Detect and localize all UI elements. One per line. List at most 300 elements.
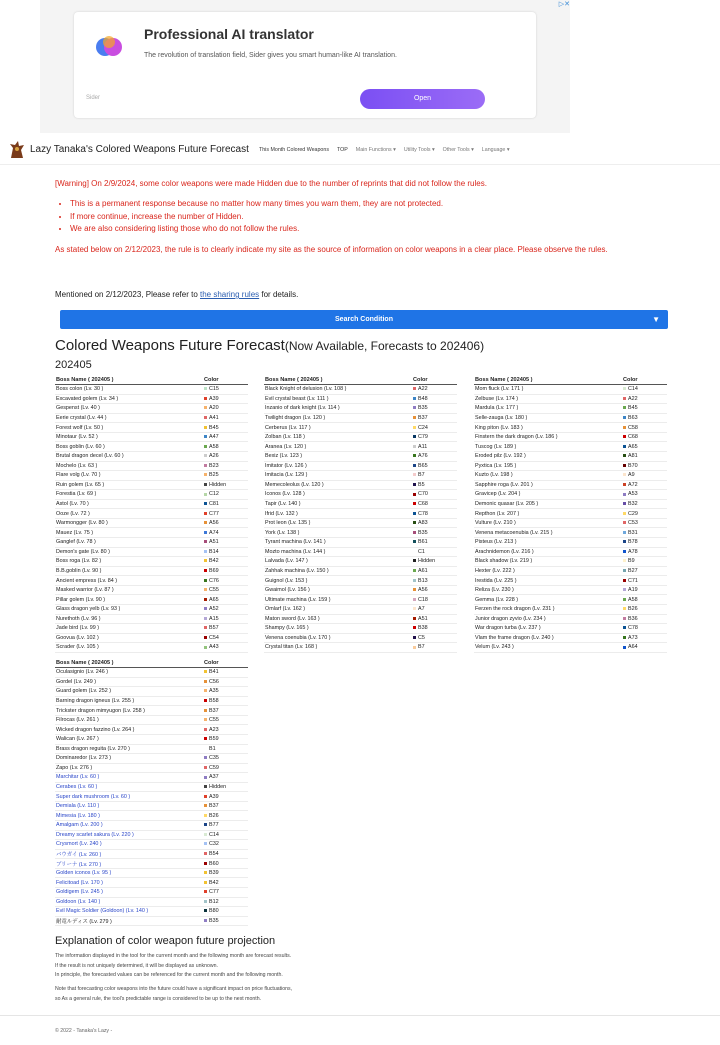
weapon-color: [412, 511, 457, 517]
explanation-title: Explanation of color weapon future projection: [55, 935, 276, 947]
color-code: B1: [209, 745, 216, 752]
color-swatch-icon: [413, 626, 416, 629]
weapon-color: [622, 644, 667, 650]
color-swatch-icon: [413, 493, 416, 496]
weapon-color: [412, 578, 457, 584]
ad-subtitle: The revolution of translation field, Sider gives you smart human-like AI translation.: [144, 52, 397, 59]
weapon-color: [203, 708, 248, 714]
sharing-rules-link[interactable]: the sharing rules: [200, 290, 260, 299]
weapon-color: [412, 616, 457, 622]
table-row: [55, 917, 248, 927]
table-row: [55, 586, 248, 596]
boss-name: Tyrant machina (Lv. 141 ): [265, 539, 326, 546]
color-swatch-icon: [204, 919, 207, 922]
table-row: [474, 414, 667, 424]
table-row: [55, 548, 248, 558]
weapon-color: [622, 444, 667, 450]
table-row: [474, 395, 667, 405]
weapon-color: [412, 587, 457, 593]
color-code: A58: [628, 596, 638, 603]
boss-name: Imitacia (Lv. 129 ): [265, 472, 308, 479]
boss-name: Bexiz (Lv. 123 ): [265, 453, 303, 460]
color-code: C1: [418, 548, 425, 555]
color-swatch-icon: [204, 795, 207, 798]
color-swatch-icon: [623, 559, 626, 562]
color-code: A78: [628, 548, 638, 555]
weapon-color: [412, 606, 457, 612]
color-swatch-icon: [204, 699, 207, 702]
table-row: [264, 634, 457, 644]
color-swatch-icon: [204, 756, 207, 759]
color-swatch-icon: [204, 569, 207, 572]
weapon-color: [203, 405, 248, 411]
color-swatch-icon: [623, 406, 626, 409]
table-row: [55, 687, 248, 697]
boss-name: Gordel (Lv. 249 ): [56, 678, 97, 685]
table-header: [55, 659, 248, 668]
color-swatch-icon: [413, 550, 416, 553]
nav-language[interactable]: Language ▾: [481, 147, 510, 153]
color-swatch-icon: [204, 709, 207, 712]
table-row: [55, 821, 248, 831]
boss-name: Memecoleolus (Lv. 120 ): [265, 481, 324, 488]
color-swatch-icon: [204, 909, 207, 912]
table-row: [55, 898, 248, 908]
dragon-logo-icon[interactable]: [8, 140, 26, 160]
boss-name: Prot leon (Lv. 135 ): [265, 520, 311, 527]
weapon-color: [203, 520, 248, 526]
table-row: [264, 433, 457, 443]
boss-name: Glass dragon yelb (Lv. 93 ): [56, 606, 121, 613]
boss-name: Barning dragon igneus (Lv. 255 ): [56, 697, 135, 704]
color-code: A41: [209, 414, 219, 421]
site-brand[interactable]: Lazy Tanaka's Colored Weapons Future Forecast: [30, 144, 249, 155]
weapon-color: [203, 889, 248, 895]
color-swatch-icon: [204, 454, 207, 457]
boss-name: Ruin golem (Lv. 65 ): [56, 481, 105, 488]
color-swatch-icon: [204, 426, 207, 429]
boss-name: Minotaur (Lv. 52 ): [56, 434, 98, 441]
table-row: [264, 519, 457, 529]
weapon-color: [412, 386, 457, 392]
table-row: [55, 678, 248, 688]
weapon-color: [622, 386, 667, 392]
boss-name: Warmongger (Lv. 80 ): [56, 520, 108, 527]
color-swatch-icon: [623, 607, 626, 610]
boss-name[interactable]: Mimesia (Lv. 180 ): [56, 812, 100, 819]
table-row: [474, 548, 667, 558]
boss-name[interactable]: ブリーナ (Lv. 270 ): [56, 861, 102, 868]
boss-name: Cerberus (Lv. 117 ): [265, 424, 311, 431]
boss-name: Forest wolf (Lv. 50 ): [56, 424, 104, 431]
advertisement[interactable]: [40, 0, 570, 133]
color-code: A72: [628, 481, 638, 488]
boss-name: Reliza (Lv. 230 ): [475, 587, 514, 594]
color-swatch-icon: [413, 464, 416, 467]
color-code: A76: [418, 453, 428, 460]
boss-name[interactable]: Cerabes (Lv. 60 ): [56, 784, 98, 791]
color-code: C5: [418, 634, 425, 641]
color-swatch-icon: [623, 426, 626, 429]
table-row: [55, 414, 248, 424]
color-code: C78: [628, 625, 638, 632]
boss-name: Goovua (Lv. 102 ): [56, 634, 99, 641]
boss-name: Evil crystal beast (Lv. 111 ): [265, 395, 329, 402]
color-code: B13: [418, 577, 428, 584]
table-row: [474, 605, 667, 615]
color-code: B54: [209, 850, 219, 857]
boss-name[interactable]: Dreamy scarlet sakura (Lv. 220 ): [56, 831, 134, 838]
color-swatch-icon: [413, 521, 416, 524]
table-row: [264, 615, 457, 625]
weapon-color: [412, 396, 457, 402]
color-code: B80: [209, 908, 219, 915]
weapon-color: [622, 501, 667, 507]
ad-sponsor: Sider: [86, 95, 101, 101]
table-row: [55, 668, 248, 678]
boss-name[interactable]: Demiala (Lv. 110 ): [56, 803, 100, 810]
color-code: A37: [209, 774, 219, 781]
page-title: [55, 337, 484, 354]
table-row: [264, 442, 457, 452]
color-swatch-icon: [413, 397, 416, 400]
color-code: A19: [628, 587, 638, 594]
ad-title[interactable]: Professional AI translator: [144, 26, 314, 42]
color-code: B31: [628, 529, 638, 536]
mention-line: [55, 290, 298, 299]
weapon-color: [203, 511, 248, 517]
boss-name: Maton sword (Lv. 163 ): [265, 615, 320, 622]
explanation-paragraph-1: [55, 952, 291, 981]
color-code: B60: [209, 860, 219, 867]
color-code: C78: [418, 510, 428, 517]
table-row: [55, 404, 248, 414]
caret-down-icon: ▼: [652, 315, 660, 324]
table-row: [474, 500, 667, 510]
table-row: [474, 557, 667, 567]
table-row: [55, 471, 248, 481]
weapon-color: [622, 597, 667, 603]
nav-other-tools[interactable]: Other Tools ▾: [442, 147, 474, 153]
color-code: C55: [209, 587, 219, 594]
boss-name[interactable]: Amalgam (Lv. 200 ): [56, 822, 103, 829]
table-row: [264, 586, 457, 596]
boss-name: Ultimate machina (Lv. 159 ): [265, 596, 331, 603]
color-code: C53: [628, 520, 638, 527]
weapon-color: [622, 520, 667, 526]
table-row: [55, 802, 248, 812]
weapon-color: [622, 472, 667, 478]
color-swatch-icon: [623, 416, 626, 419]
color-swatch-icon: [204, 521, 207, 524]
nav-main-functions[interactable]: Main Functions ▾: [355, 147, 396, 153]
color-swatch-icon: [204, 502, 207, 505]
color-code: C68: [418, 501, 428, 508]
color-swatch-icon: [204, 881, 207, 884]
weapon-color: [203, 669, 248, 675]
color-swatch-icon: [204, 737, 207, 740]
table-row: [55, 481, 248, 491]
nav-this-month[interactable]: This Month Colored Weapons: [259, 147, 329, 153]
color-swatch-icon: [623, 579, 626, 582]
table-row: [474, 586, 667, 596]
color-code: C35: [209, 755, 219, 762]
weapon-color: [203, 822, 248, 828]
boss-name: Gravicep (Lv. 204 ): [475, 491, 521, 498]
weapon-color: [203, 717, 248, 723]
warning-rule: As stated below on 2/12/2023, the rule is to clearly indicate my site as the source of information on color weapons in a clear place. Please observe the rules.: [55, 245, 608, 254]
weapon-color: [203, 549, 248, 555]
boss-name: Imitator (Lv. 126 ): [265, 462, 307, 469]
color-code: B35: [418, 529, 428, 536]
color-swatch-icon: [623, 387, 626, 390]
weapon-color: [203, 463, 248, 469]
weapon-color: [203, 727, 248, 733]
weapon-color: [412, 635, 457, 641]
color-code: C32: [209, 841, 219, 848]
weapon-color: [203, 918, 248, 924]
table-row: [55, 716, 248, 726]
table-row: [264, 595, 457, 605]
color-swatch-icon: [204, 483, 207, 486]
color-swatch-icon: [413, 588, 416, 591]
color-swatch-icon: [623, 636, 626, 639]
boss-name: Flare volg (Lv. 70 ): [56, 472, 101, 479]
table-row: [474, 567, 667, 577]
weapon-color: [622, 616, 667, 622]
table-row: [474, 462, 667, 472]
column-header-boss-name: Boss Name ( 202405 ): [56, 377, 114, 383]
color-code: A39: [209, 395, 219, 402]
weapon-color: [203, 472, 248, 478]
search-condition-toggle[interactable]: [60, 310, 668, 329]
color-swatch-icon: [623, 502, 626, 505]
ad-card[interactable]: [74, 12, 536, 118]
color-code: B23: [209, 462, 219, 469]
color-swatch-icon: [623, 588, 626, 591]
boss-name: Guard golem (Lv. 252 ): [56, 688, 112, 695]
weapon-color: [203, 755, 248, 761]
boss-name: Boss roga (Lv. 82 ): [56, 558, 102, 565]
table-row: [474, 595, 667, 605]
weapon-color: [622, 635, 667, 641]
color-code: B37: [418, 414, 428, 421]
color-code: B9: [628, 558, 635, 565]
color-code: B7: [418, 644, 425, 651]
brain-icon: [94, 32, 124, 62]
table-row: [55, 509, 248, 519]
table-row: [474, 433, 667, 443]
color-code: A51: [418, 615, 428, 622]
weapon-color: [203, 774, 248, 780]
table-row: [55, 643, 248, 653]
weapon-color: [622, 415, 667, 421]
boss-name: Scrader (Lv. 105 ): [56, 644, 99, 651]
color-swatch-icon: [204, 646, 207, 649]
color-swatch-icon: [623, 626, 626, 629]
table-row: [55, 500, 248, 510]
color-code: C68: [628, 434, 638, 441]
column-header-color: Color: [204, 660, 219, 666]
ad-open-button[interactable]: Open: [360, 89, 485, 109]
color-code: A11: [418, 443, 428, 450]
color-code: A52: [209, 606, 219, 613]
color-swatch-icon: [204, 607, 207, 610]
color-swatch-icon: [204, 670, 207, 673]
weapon-color: [622, 578, 667, 584]
boss-name: Finstern the dark dragon (Lv. 186 ): [475, 434, 558, 441]
weapon-color: [622, 405, 667, 411]
color-code: A39: [209, 793, 219, 800]
table-row: [55, 490, 248, 500]
weapon-color: [203, 434, 248, 440]
weapon-color: [412, 453, 457, 459]
color-code: Hidden: [209, 481, 227, 488]
table-row: [55, 519, 248, 529]
footer-copyright: © 2022 - Tanaka's Lazy -: [55, 1028, 113, 1034]
boss-name: Boss goblin (Lv. 60 ): [56, 443, 105, 450]
color-swatch-icon: [204, 493, 207, 496]
ad-choices-icon[interactable]: ▷✕: [558, 1, 570, 8]
color-swatch-icon: [204, 473, 207, 476]
weapon-color: [203, 635, 248, 641]
boss-name[interactable]: Crysmort (Lv. 240 ): [56, 841, 102, 848]
boss-name[interactable]: Goldigem (Lv. 245 ): [56, 889, 103, 896]
color-swatch-icon: [204, 531, 207, 534]
color-code: C81: [209, 501, 219, 508]
weapon-color: [622, 568, 667, 574]
color-code: C54: [209, 634, 219, 641]
color-code: A20: [209, 405, 219, 412]
color-code: C24: [418, 424, 428, 431]
color-code: C15: [209, 386, 219, 393]
color-code: A43: [209, 644, 219, 651]
color-swatch-icon: [204, 397, 207, 400]
color-code: B57: [209, 625, 219, 632]
table-row: [474, 404, 667, 414]
weapon-color: [412, 472, 457, 478]
color-swatch-icon: [204, 579, 207, 582]
color-code: A61: [418, 567, 428, 574]
forecast-table: [55, 659, 248, 926]
weapon-color: [203, 746, 248, 752]
nav-utility-tools[interactable]: Utility Tools ▾: [403, 147, 435, 153]
table-row: [55, 624, 248, 634]
color-code: C14: [209, 831, 219, 838]
nav-menu: [259, 147, 510, 153]
table-header: [474, 376, 667, 385]
boss-name[interactable]: バウガイ (Lv. 260 ): [56, 851, 102, 858]
color-swatch-icon: [413, 483, 416, 486]
table-row: [55, 538, 248, 548]
explanation-paragraph-2: [55, 985, 292, 1004]
boss-name[interactable]: Super dark mushroom (Lv. 60 ): [56, 793, 131, 800]
table-row: [474, 624, 667, 634]
table-row: [55, 725, 248, 735]
table-row: [55, 423, 248, 433]
weapon-color: [203, 851, 248, 857]
color-swatch-icon: [204, 900, 207, 903]
color-code: B25: [209, 472, 219, 479]
weapon-color: [622, 530, 667, 536]
boss-name[interactable]: Evil Magic Soldier (Goldoon) (Lv. 140 ): [56, 908, 149, 915]
boss-name[interactable]: Golden iconos (Lv. 95 ): [56, 870, 112, 877]
warning-list: [70, 198, 443, 236]
weapon-color: [622, 539, 667, 545]
boss-name: Zapo (Lv. 276 ): [56, 764, 93, 771]
weapon-color: [203, 558, 248, 564]
boss-name: Demon's gate (Lv. 80 ): [56, 548, 110, 555]
column-header-boss-name: Boss Name ( 202405 ): [265, 377, 323, 383]
weapon-color: [203, 688, 248, 694]
boss-name: Aranea (Lv. 120 ): [265, 443, 307, 450]
weapon-color: [203, 765, 248, 771]
table-header: [55, 376, 248, 385]
column-header-color: Color: [413, 377, 428, 383]
color-swatch-icon: [623, 531, 626, 534]
warning-bullet: • We are also considering listing those who do not follow the rules.: [70, 223, 443, 236]
color-code: B27: [628, 567, 638, 574]
color-code: C76: [209, 577, 219, 584]
color-code: A65: [209, 596, 219, 603]
table-row: [55, 840, 248, 850]
weapon-color: [203, 803, 248, 809]
boss-name[interactable]: Goldoon (Lv. 140 ): [56, 898, 101, 905]
boss-name: Iconos (Lv. 128 ): [265, 491, 305, 498]
boss-name: Repthon (Lv. 207 ): [475, 510, 520, 517]
color-code: B77: [209, 822, 219, 829]
weapon-color: [203, 794, 248, 800]
table-row: [264, 576, 457, 586]
warning-bullet: • This is a permanent response because no matter how many times you warn them, they are not protected.: [70, 198, 443, 211]
boss-name: Inzanio of dark knight (Lv. 114 ): [265, 405, 340, 412]
color-swatch-icon: [413, 531, 416, 534]
color-swatch-icon: [623, 569, 626, 572]
weapon-color: [203, 453, 248, 459]
color-swatch-icon: [204, 785, 207, 788]
color-swatch-icon: [413, 387, 416, 390]
color-code: B37: [209, 707, 219, 714]
boss-name: Pillar golem (Lv. 90 ): [56, 596, 106, 603]
nav-top[interactable]: TOP: [336, 147, 348, 153]
table-row: [55, 859, 248, 869]
boss-name[interactable]: Marchitar (Lv. 60 ): [56, 774, 100, 781]
weapon-color: [203, 841, 248, 847]
weapon-color: [203, 425, 248, 431]
boss-name: Boss colon (Lv. 30 ): [56, 386, 104, 393]
color-swatch-icon: [204, 728, 207, 731]
table-row: [264, 567, 457, 577]
boss-name: Mochelo (Lv. 63 ): [56, 462, 98, 469]
boss-name[interactable]: Felicitoad (Lv. 170 ): [56, 879, 103, 886]
color-swatch-icon: [204, 718, 207, 721]
weapon-color: [622, 396, 667, 402]
table-row: [55, 557, 248, 567]
boss-name: Black Knight of delusion (Lv. 108 ): [265, 386, 347, 393]
boss-name: Excavated golem (Lv. 34 ): [56, 395, 119, 402]
boss-name: Shampy (Lv. 165 ): [265, 625, 309, 632]
table-row: [55, 595, 248, 605]
color-swatch-icon: [204, 416, 207, 419]
color-code: A51: [209, 539, 219, 546]
color-swatch-icon: [204, 766, 207, 769]
table-row: [264, 538, 457, 548]
color-code: C58: [628, 424, 638, 431]
table-row: [55, 634, 248, 644]
color-code: B38: [418, 625, 428, 632]
table-row: [55, 773, 248, 783]
color-swatch-icon: [623, 464, 626, 467]
